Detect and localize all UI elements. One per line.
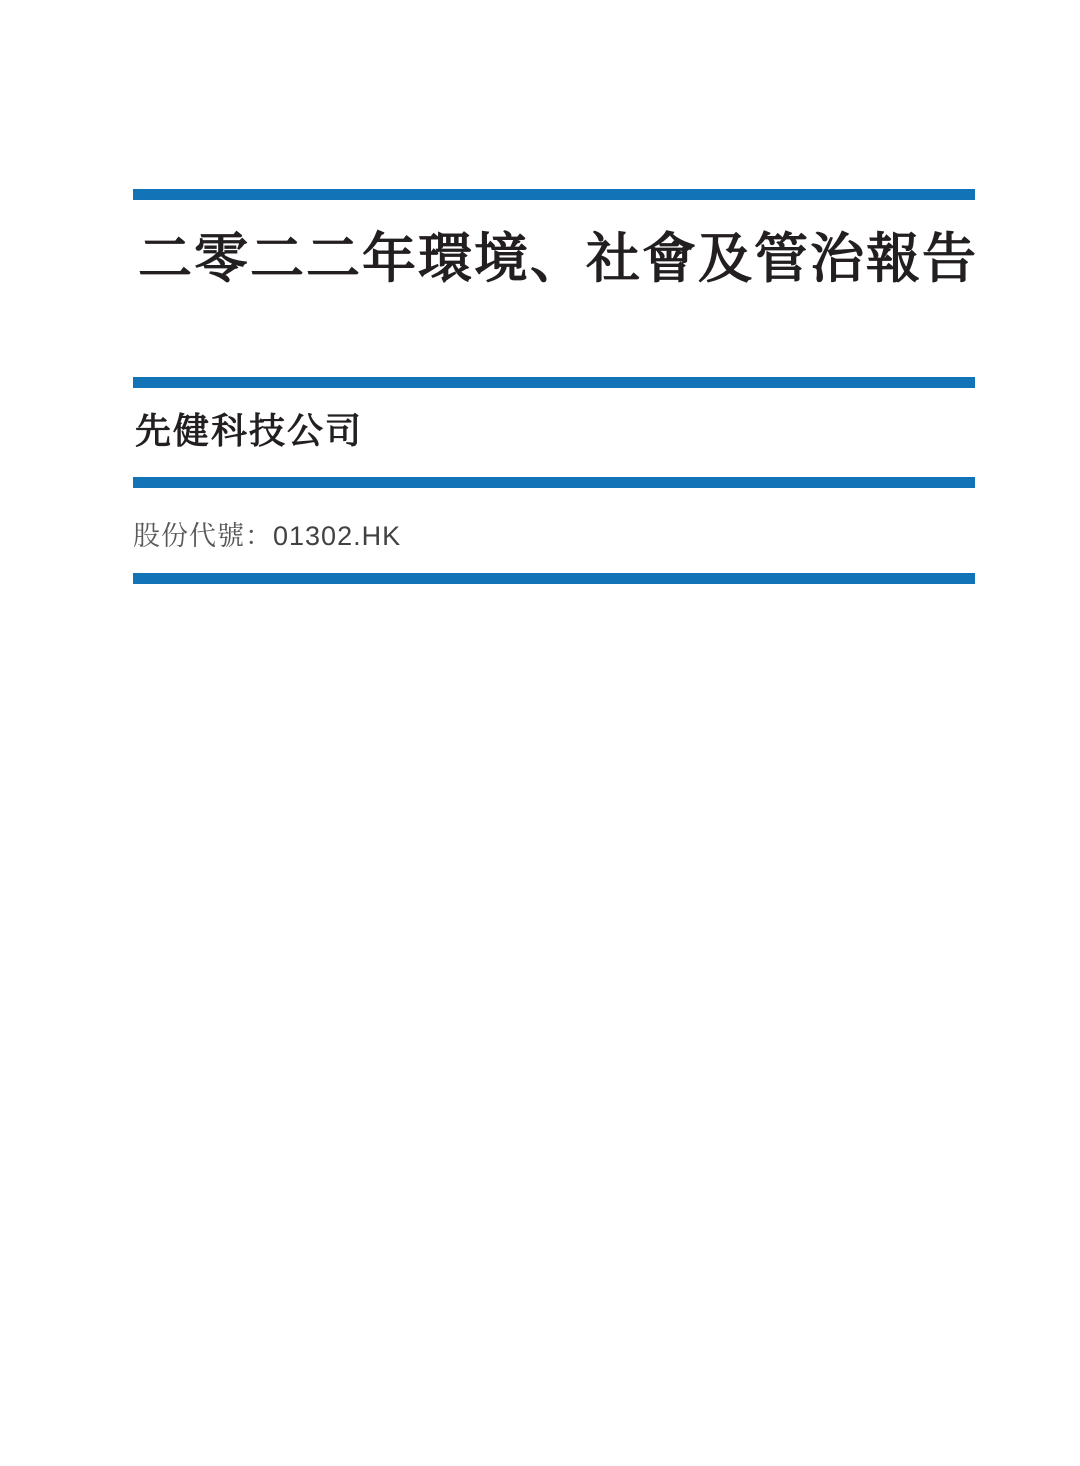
stock-code-line [133,520,401,552]
company-bottom-divider-rule [133,477,975,488]
top-divider-rule [133,189,975,200]
bottom-divider-rule [133,573,975,584]
report-title: 二零二二年環境、社會及管治報告 [138,229,978,289]
title-bottom-divider-rule [133,377,975,388]
stock-code-label: 股份代號： [133,521,273,551]
company-name: 先健科技公司 [135,410,364,451]
stock-code-value: 01302.HK [273,521,402,551]
